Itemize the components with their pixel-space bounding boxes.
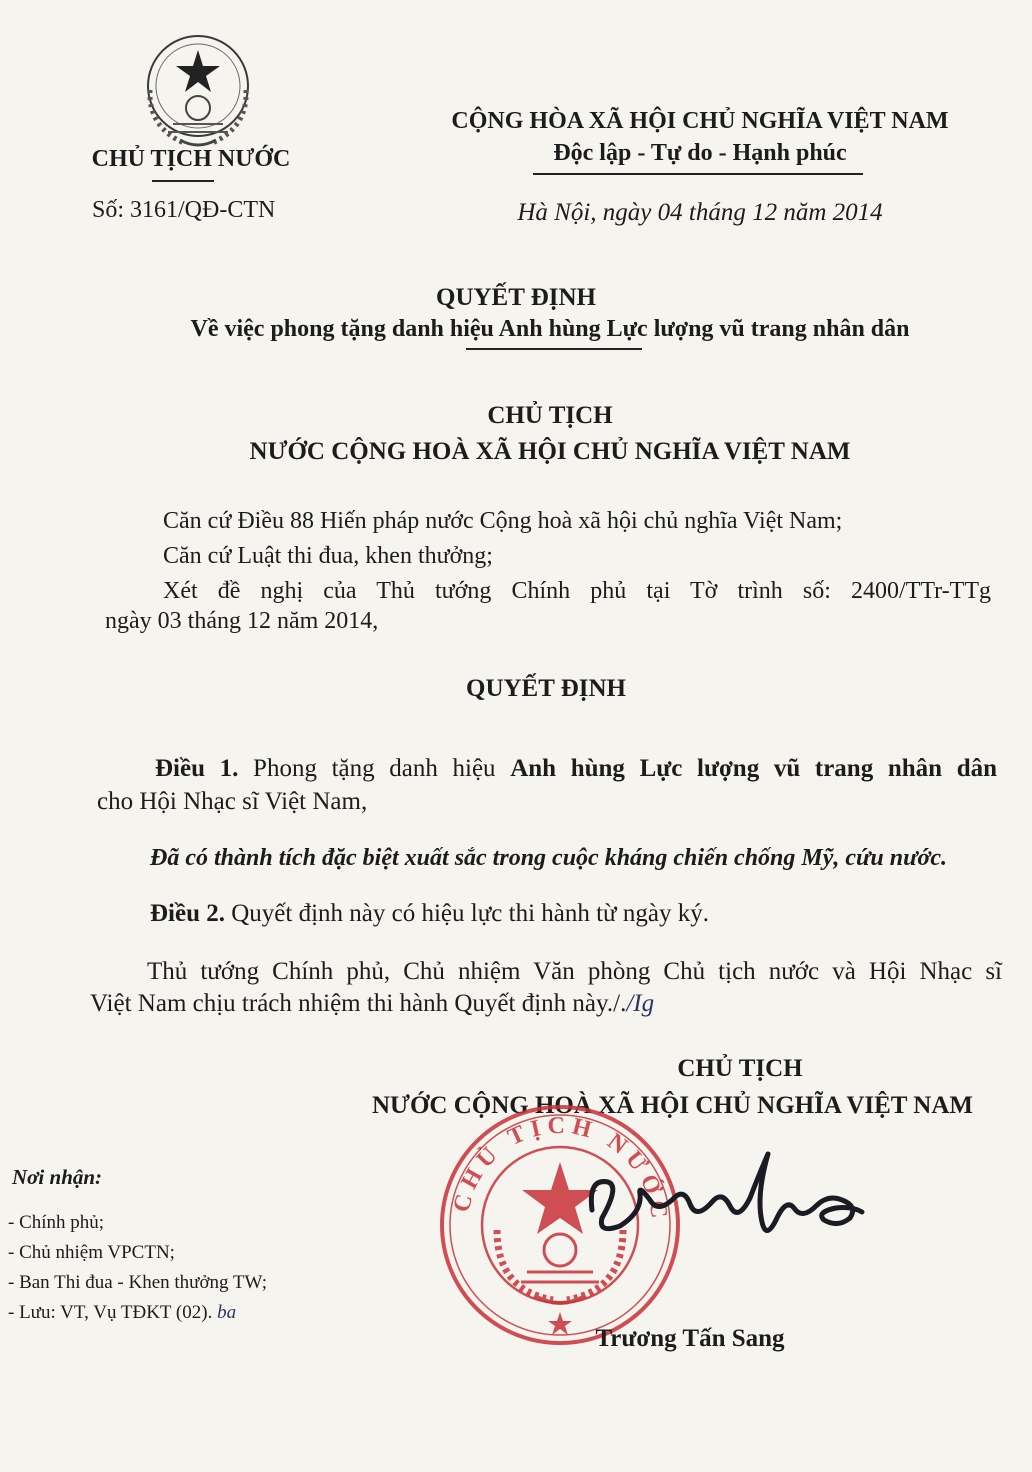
closing-line-2 bbox=[90, 990, 654, 1018]
recipient-item bbox=[8, 1298, 267, 1328]
legal-basis-1: Căn cứ Điều 88 Hiến pháp nước Cộng hoà xã hội chủ nghĩa Việt Nam; bbox=[163, 508, 843, 534]
decision-subtitle: Về việc phong tặng danh hiệu Anh hùng Lực lượng vũ trang nhân dân bbox=[190, 316, 910, 342]
decide-title: QUYẾT ĐỊNH bbox=[466, 675, 626, 702]
article-1-recipient: cho Hội Nhạc sĩ Việt Nam, bbox=[97, 788, 368, 815]
article-1-achievement: Đã có thành tích đặc biệt xuất sắc trong cuộc kháng chiến chống Mỹ, cứu nước. bbox=[150, 845, 948, 871]
motto-underline bbox=[533, 173, 863, 175]
article-1-label: Điều 1. bbox=[155, 755, 239, 782]
issuer-underline bbox=[152, 180, 214, 182]
closing-text: Việt Nam chịu trách nhiệm thi hành Quyết định này./. bbox=[90, 990, 627, 1017]
closing-initial: /Ig bbox=[626, 990, 655, 1017]
article-1-honor: Anh hùng Lực lượng vũ trang nhân dân bbox=[510, 755, 998, 782]
article-1-text: Phong tặng danh hiệu bbox=[238, 755, 511, 782]
recipient-text: - Lưu: VT, Vụ TĐKT (02). bbox=[8, 1302, 213, 1323]
national-emblem bbox=[128, 28, 268, 160]
subtitle-underline bbox=[466, 348, 642, 350]
article-2-label: Điều 2. bbox=[150, 900, 225, 927]
authority-line-2: NƯỚC CỘNG HOÀ XÃ HỘI CHỦ NGHĨA VIỆT NAM bbox=[249, 438, 851, 465]
article-2 bbox=[150, 900, 709, 928]
seal-ring-text: CHỦ TỊCH NƯỚC bbox=[448, 1112, 673, 1226]
document-number: Số: 3161/QĐ-CTN bbox=[92, 197, 276, 223]
national-motto: Độc lập - Tự do - Hạnh phúc bbox=[553, 140, 847, 166]
recipients-list bbox=[8, 1208, 267, 1328]
place-date: Hà Nội, ngày 04 tháng 12 năm 2014 bbox=[517, 199, 883, 226]
legal-basis-2: Căn cứ Luật thi đua, khen thưởng; bbox=[163, 543, 493, 569]
signature bbox=[580, 1148, 870, 1258]
recipient-item: - Chủ nhiệm VPCTN; bbox=[8, 1242, 175, 1263]
signer-title-1: CHỦ TỊCH bbox=[677, 1055, 803, 1082]
national-title: CỘNG HÒA XÃ HỘI CHỦ NGHĨA VIỆT NAM bbox=[451, 108, 949, 134]
issuer-name: CHỦ TỊCH NƯỚC bbox=[91, 146, 291, 172]
article-2-text: Quyết định này có hiệu lực thi hành từ ngày ký. bbox=[225, 900, 709, 927]
closing-line-1: Thủ tướng Chính phủ, Chủ nhiệm Văn phòng Chủ tịch nước và Hội Nhạc sĩ bbox=[147, 958, 1002, 985]
recipient-item: - Chính phủ; bbox=[8, 1212, 105, 1233]
legal-basis-3-continued: ngày 03 tháng 12 năm 2014, bbox=[105, 608, 379, 634]
article-1 bbox=[155, 755, 997, 783]
recipients-initial: ba bbox=[217, 1302, 237, 1323]
recipients-title: Nơi nhận: bbox=[12, 1165, 103, 1189]
recipient-item: - Ban Thi đua - Khen thưởng TW; bbox=[8, 1272, 268, 1293]
signer-title-2: NƯỚC CỘNG HOÀ XÃ HỘI CHỦ NGHĨA VIỆT NAM bbox=[372, 1092, 973, 1119]
authority-line-1: CHỦ TỊCH bbox=[487, 402, 613, 429]
legal-basis-3: Xét đề nghị của Thủ tướng Chính phủ tại Tờ trình số: 2400/TTr-TTg bbox=[163, 578, 991, 604]
decision-title: QUYẾT ĐỊNH bbox=[436, 284, 596, 311]
signer-name: Trương Tấn Sang bbox=[595, 1325, 785, 1352]
